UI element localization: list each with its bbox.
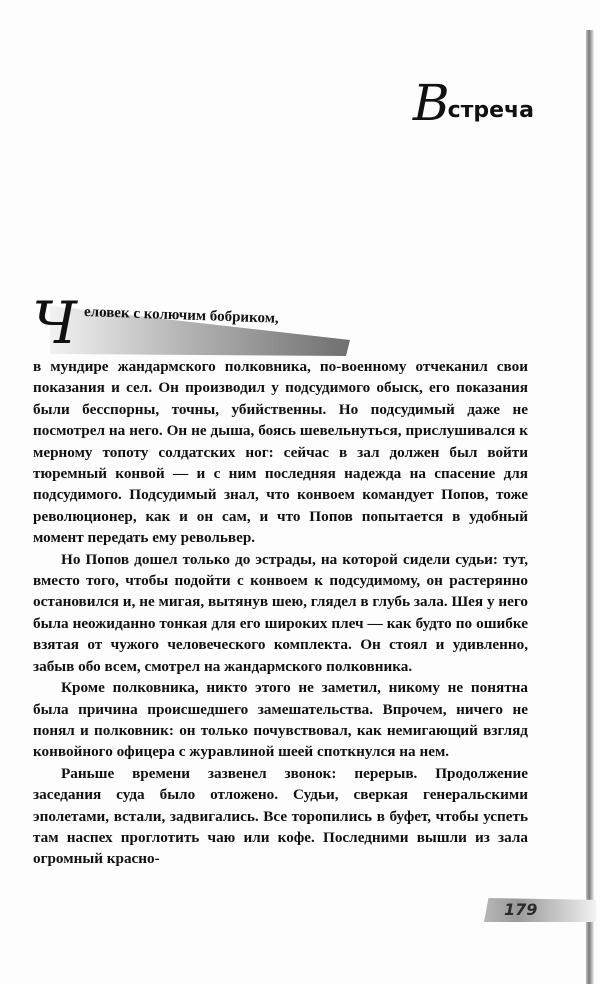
body-text bbox=[33, 356, 528, 870]
paragraph: Но Попов дошел только до эстрады, на которой сидели судьи: тут, вместо того, чтобы подойти с конвоем к подсудимому, он растерянно остановился и, не мигая, вытянув шею, глядел в глубь зала. Шея у него была неожиданно тонкая для его широких плеч — как будто по ошибке взятая от чужого человеческого комплекта. Он стоял и удивленно, забыв обо всем, смотрел на жандармского полковника. bbox=[33, 550, 528, 675]
opening-line: еловек с колючим бобриком, bbox=[83, 304, 279, 327]
page-number-tab bbox=[484, 898, 596, 922]
chapter-title bbox=[412, 74, 534, 132]
paragraph: в мундире жандармского полковника, по-военному отчеканил свои показания и сел. Он производил у подсудимого обыск, его показания были бесспорны, точны, убийственны. Но подсудимый даже не посмотрел на него. Он не дыша, боясь шевельнуться, прислушивался к мерному топоту солдатских ног: сейчас в зал должен был войти тюремный конвой — и с ним последняя надежда на спасение для подсудимого. Подсудимый знал, что конвоем командует Попов, тоже революционер, как и он сам, и что Попов попытается в удобный момент передать ему револьвер. bbox=[33, 358, 528, 547]
paragraph: Раньше времени зазвенел звонок: перерыв. Продолжение заседания суда было отложено. Судьи, сверкая генеральскими эполетами, встали, задвигались. Все торопились в буфет, чтобы успеть там наспех проглотить чаю или кофе. Последними вышли из зала огромный красно- bbox=[33, 764, 528, 868]
page-number: 179 bbox=[504, 900, 538, 919]
chapter-title-text: стреча bbox=[447, 98, 534, 123]
dropcap: Ч bbox=[32, 289, 77, 357]
page-edge bbox=[586, 30, 594, 984]
chapter-title-initial: В bbox=[412, 74, 450, 132]
page-number-background bbox=[484, 898, 596, 922]
paragraph: Кроме полковника, никто этого не заметил, никому не понятна была причина происшедшего замешательства. Впрочем, ничего не понял и полковник: он только почувствовал, как немигающий взгляд конвойного офицера с журавлиной шеей споткнулся на нем. bbox=[33, 679, 528, 761]
